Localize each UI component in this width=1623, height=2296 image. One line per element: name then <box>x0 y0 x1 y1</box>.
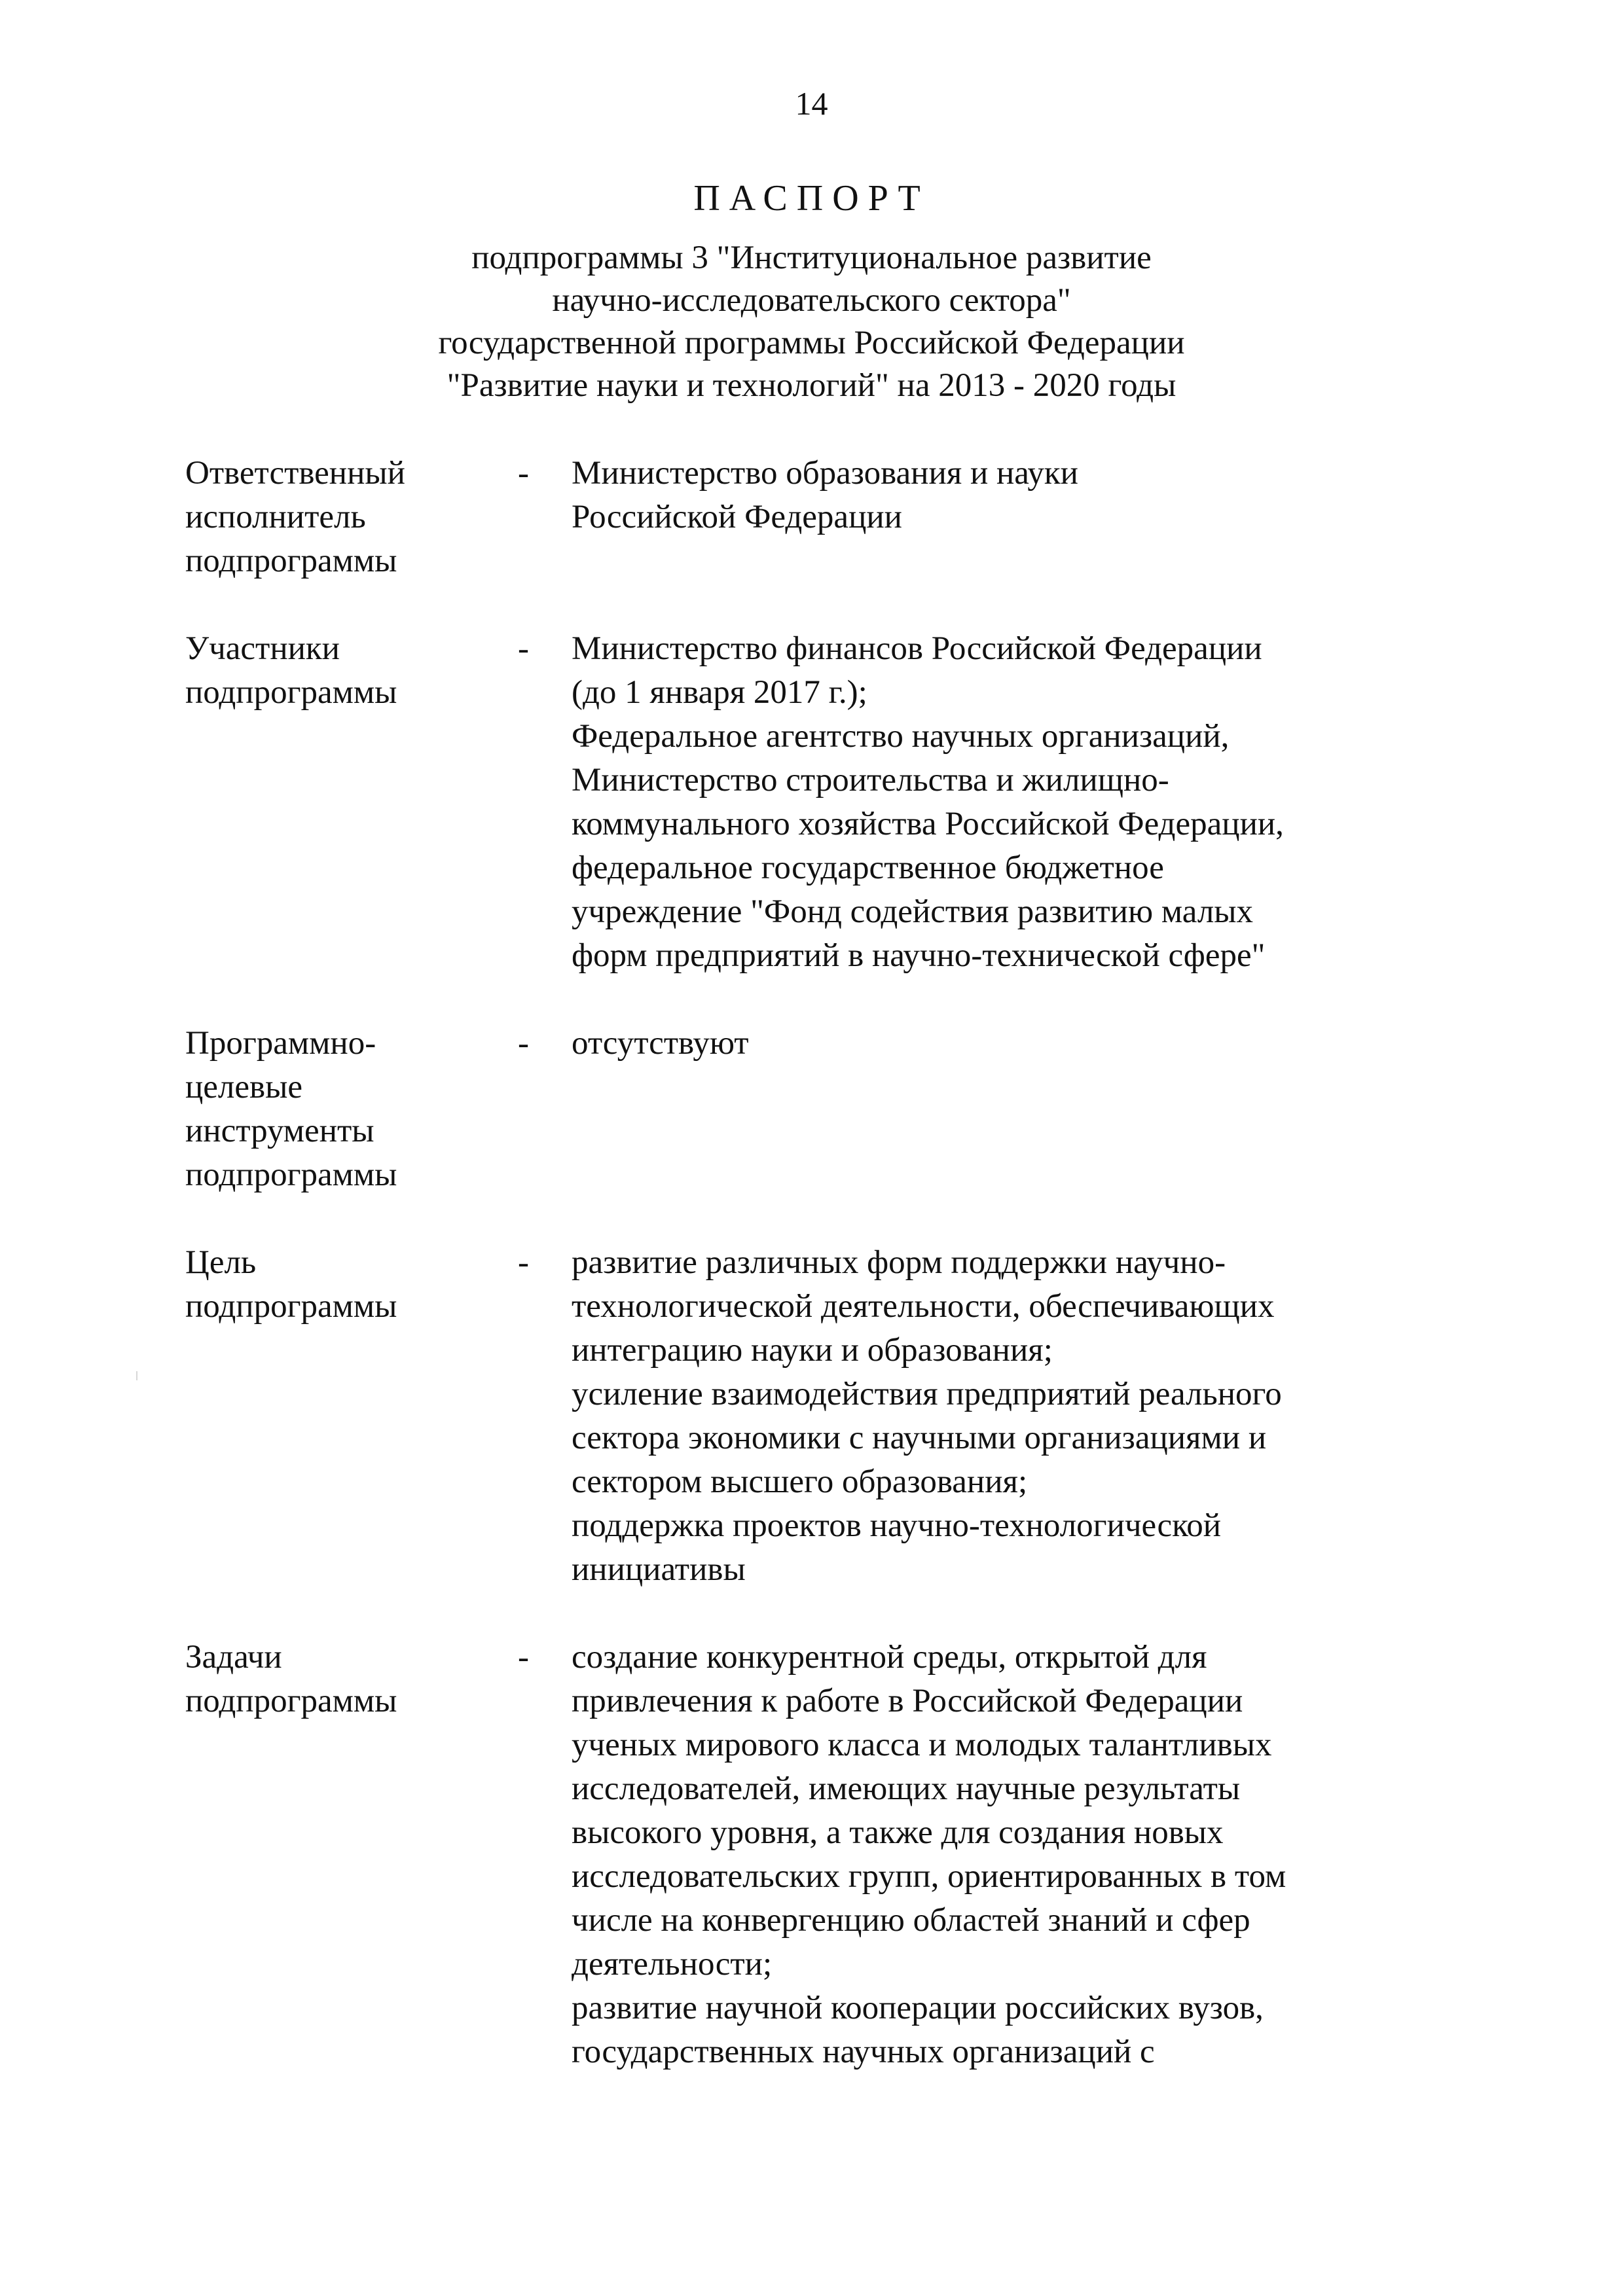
value-line: сектора экономики с научными организациями и <box>572 1420 1267 1456</box>
value-line: технологической деятельности, обеспечивающих <box>572 1288 1275 1325</box>
value-line: форм предприятий в научно-технической сфере" <box>572 937 1266 974</box>
value-line: создание конкурентной среды, открытой для <box>572 1639 1207 1676</box>
passport-table <box>185 452 1429 2074</box>
value-line: коммунального хозяйства Российской Федерации, <box>572 806 1284 842</box>
value-line: исследователей, имеющих научные результаты <box>572 1770 1241 1807</box>
value-line: (до 1 января 2017 г.); <box>572 674 867 711</box>
row-label <box>185 1022 513 1197</box>
value-line: поддержка проектов научно-технологической <box>572 1507 1222 1544</box>
label-line: подпрограммы <box>185 1157 397 1193</box>
label-line: подпрограммы <box>185 1288 397 1325</box>
passport-row-participants <box>185 627 1429 978</box>
passport-row-instruments <box>185 1022 1429 1197</box>
passport-row-goal <box>185 1241 1429 1592</box>
label-line: целевые <box>185 1069 302 1105</box>
row-label <box>185 1241 513 1329</box>
label-line: Участники <box>185 630 340 667</box>
row-value <box>572 627 1416 978</box>
page-number: 14 <box>795 85 828 122</box>
row-value <box>572 452 1416 539</box>
value-line: государственных научных организаций с <box>572 2034 1155 2070</box>
value-line: развитие научной кооперации российских вузов, <box>572 1990 1264 2026</box>
row-dash: - <box>518 455 529 492</box>
label-line: Задачи <box>185 1639 282 1676</box>
value-line: Министерство образования и науки <box>572 455 1078 492</box>
value-line: Министерство строительства и жилищно- <box>572 762 1169 798</box>
label-line: Ответственный <box>185 455 405 492</box>
subtitle-line: государственной программы Российской Федерации <box>438 325 1185 361</box>
label-line: подпрограммы <box>185 543 397 579</box>
subtitle-line: подпрограммы 3 "Институциональное развитие <box>471 240 1152 276</box>
label-line: Цель <box>185 1244 257 1281</box>
value-line: привлечения к работе в Российской Федерации <box>572 1683 1243 1719</box>
value-line: отсутствуют <box>572 1025 749 1062</box>
value-line: федеральное государственное бюджетное <box>572 850 1164 886</box>
value-line: высокого уровня, а также для создания новых <box>572 1814 1224 1851</box>
value-line: интеграцию науки и образования; <box>572 1332 1053 1369</box>
value-line: числе на конвергенцию областей знаний и сфер <box>572 1902 1250 1939</box>
value-line: сектором высшего образования; <box>572 1463 1028 1500</box>
value-line: инициативы <box>572 1551 746 1588</box>
label-line: Программно- <box>185 1025 376 1062</box>
value-line: деятельности; <box>572 1946 773 1982</box>
value-line: учреждение "Фонд содействия развитию малых <box>572 893 1254 930</box>
row-value <box>572 1022 1416 1066</box>
value-line: Российской Федерации <box>572 499 902 535</box>
subtitle-line: "Развитие науки и технологий" на 2013 - 2020 годы <box>447 367 1176 404</box>
value-line: исследовательских групп, ориентированных в том <box>572 1858 1286 1895</box>
subtitle-line: научно-исследовательского сектора" <box>552 282 1071 319</box>
row-dash: - <box>518 630 529 667</box>
passport-row-responsible-executor <box>185 452 1429 583</box>
row-label <box>185 1636 513 1723</box>
row-value <box>572 1241 1416 1592</box>
row-label <box>185 627 513 715</box>
row-dash: - <box>518 1025 529 1062</box>
value-line: усиление взаимодействия предприятий реального <box>572 1376 1282 1412</box>
label-line: подпрограммы <box>185 674 397 711</box>
value-line: Федеральное агентство научных организаций, <box>572 718 1230 755</box>
value-line: развитие различных форм поддержки научно- <box>572 1244 1226 1281</box>
scan-artifact-mark <box>136 1371 137 1380</box>
row-dash: - <box>518 1244 529 1281</box>
document-title: ПАСПОРТ <box>693 178 930 219</box>
row-label <box>185 452 513 583</box>
label-line: подпрограммы <box>185 1683 397 1719</box>
value-line: ученых мирового класса и молодых талантливых <box>572 1727 1272 1763</box>
row-dash: - <box>518 1639 529 1676</box>
value-line: Министерство финансов Российской Федерации <box>572 630 1262 667</box>
row-value <box>572 1636 1416 2074</box>
document-subtitle <box>0 237 1623 407</box>
label-line: исполнитель <box>185 499 366 535</box>
label-line: инструменты <box>185 1113 374 1149</box>
passport-row-tasks <box>185 1636 1429 2074</box>
